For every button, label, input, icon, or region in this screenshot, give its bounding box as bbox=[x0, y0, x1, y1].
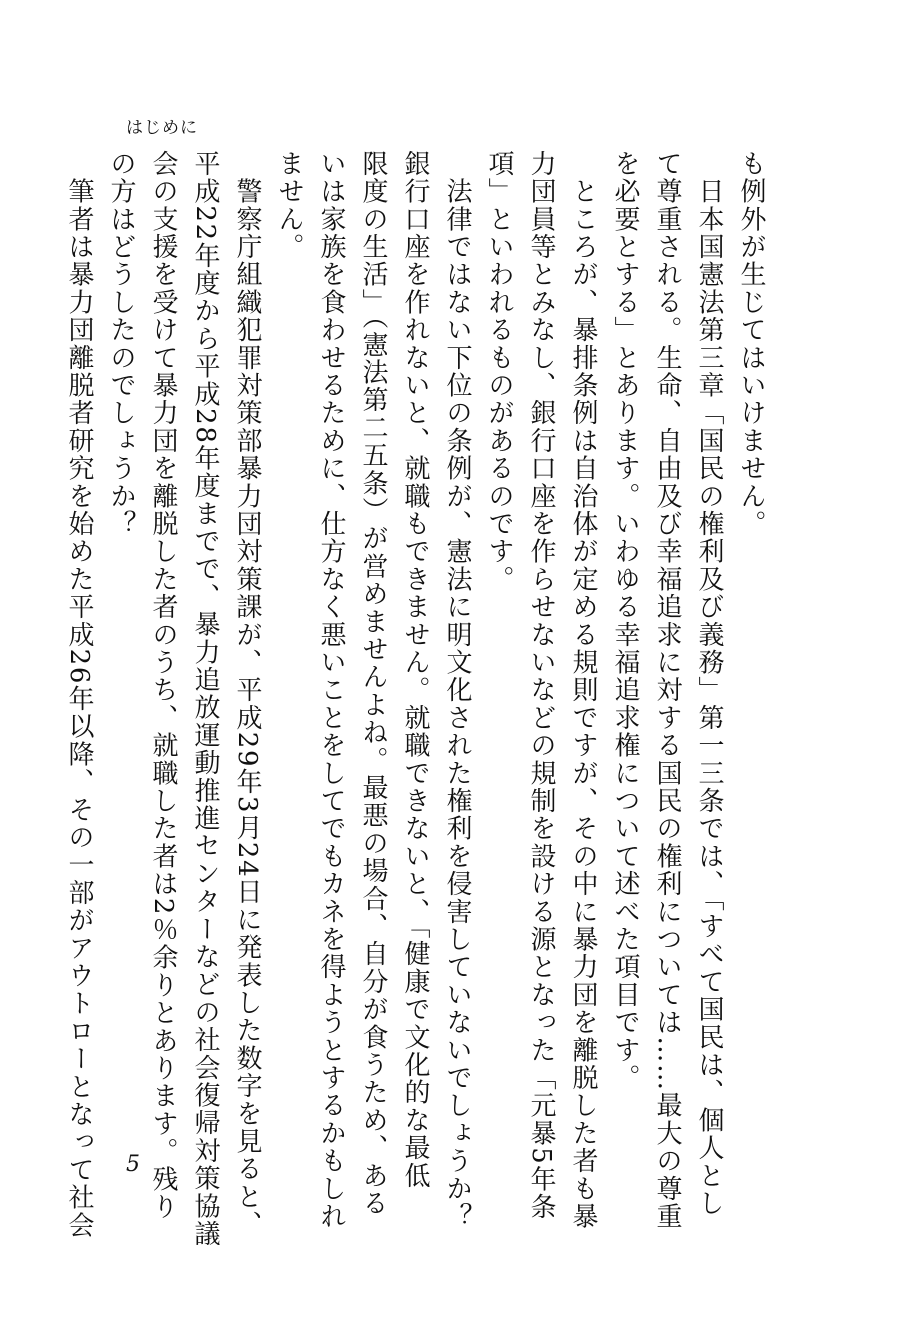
text-line: いは家族を食わせるために、仕方なく悪いことをしてでもカネを得ようとするかもしれ bbox=[316, 150, 346, 1231]
text-line: 銀行口座を作れないと、就職もできません。就職できないと、「健康で文化的な最低 bbox=[400, 150, 430, 1190]
text-line: て尊重される。生命、自由及び幸福追求に対する国民の権利については……最大の尊重 bbox=[652, 150, 682, 1231]
text-line: 日本国憲法第三章「国民の権利及び義務」第一三条では、「すべて国民は、個人とし bbox=[694, 150, 724, 1218]
text-line: ところが、暴排条例は自治体が定める規則ですが、その中に暴力団を離脱した者も暴 bbox=[568, 150, 598, 1231]
body-text bbox=[58, 150, 772, 1248]
text-line: 会の支援を受けて暴力団を離脱した者のうち、就職した者は2％余りとあります。残り bbox=[148, 150, 178, 1221]
running-head: はじめに bbox=[126, 118, 198, 138]
text-line: 法律ではない下位の条例が、憲法に明文化された権利を侵害していないでしょうか？ bbox=[442, 150, 472, 1231]
text-line: 筆者は暴力団離脱者研究を始めた平成26年以降、その一部がアウトローとなって社会 bbox=[64, 150, 94, 1240]
text-line: 限度の生活」（憲法第二五条）が営めませんよね。最悪の場合、自分が食うため、ある bbox=[358, 150, 388, 1218]
text-line: 平成22年度から平成28年度までで、暴力追放運動推進センターなどの社会復帰対策協議 bbox=[190, 150, 220, 1248]
text-line: を必要とする」とあります。いわゆる幸福追求権について述べた項目です。 bbox=[610, 150, 640, 1092]
text-line: 警察庁組織犯罪対策部暴力団対策課が、平成29年3月24日に発表した数字を見ると、 bbox=[232, 150, 262, 1239]
text-line: 項」といわれるものがあるのです。 bbox=[484, 150, 514, 594]
text-line: も例外が生じてはいけません。 bbox=[736, 150, 766, 538]
text-line: の方はどうしたのでしょうか？ bbox=[106, 150, 136, 538]
text-line: ません。 bbox=[274, 150, 304, 261]
page-number: 5 bbox=[126, 1152, 140, 1177]
text-line: 力団員等とみなし、銀行口座を作らせないなどの規制を設ける源となった「元暴5年条 bbox=[526, 150, 556, 1221]
